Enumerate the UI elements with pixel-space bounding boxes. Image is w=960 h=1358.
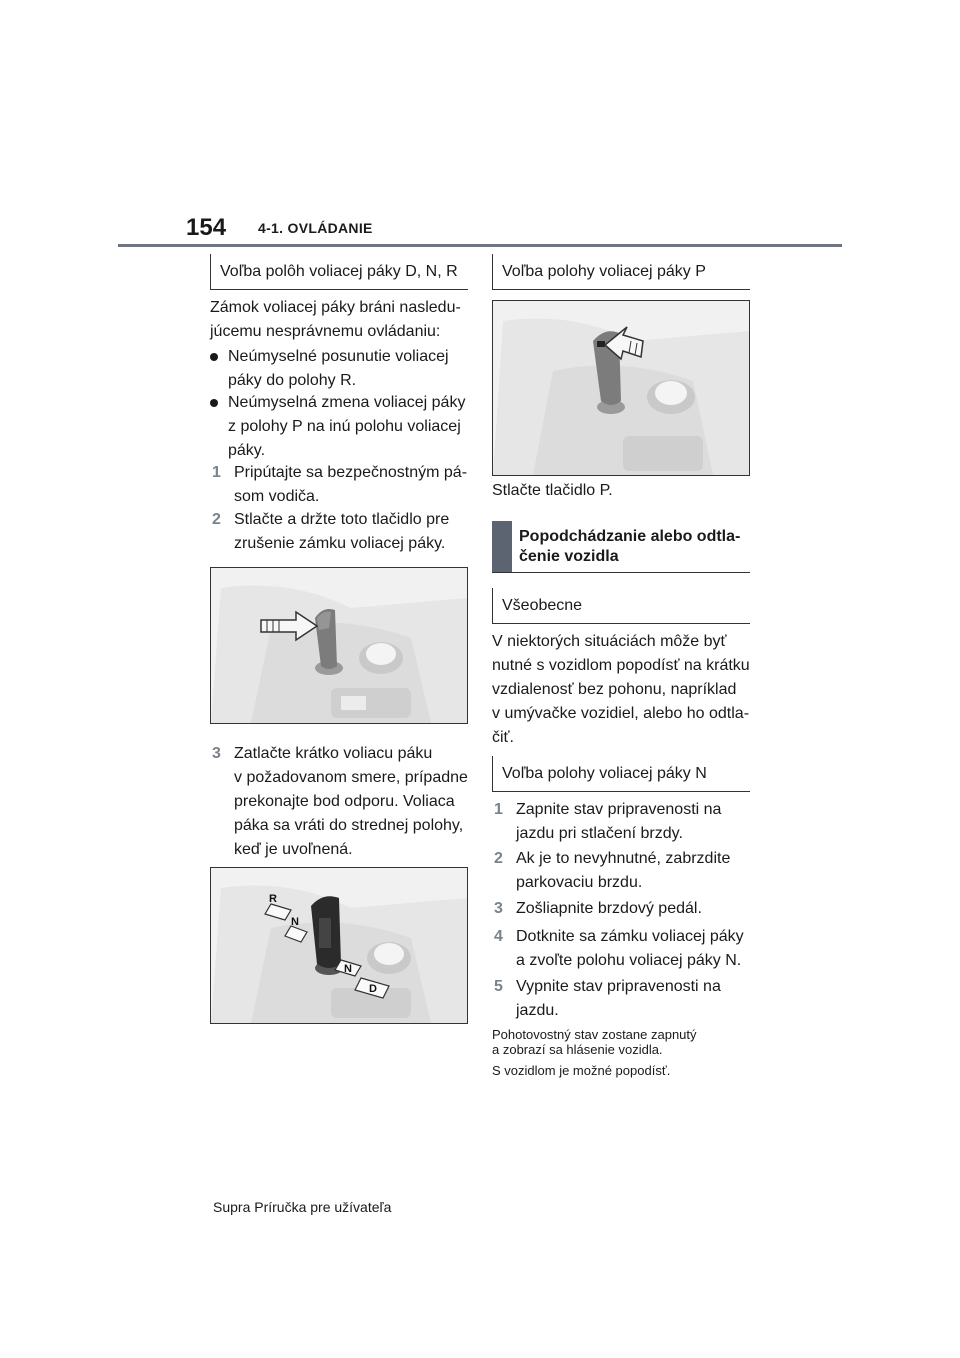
n-step-2-line-2: parkovaciu brzdu. xyxy=(516,874,643,891)
step-number: 1 xyxy=(212,464,221,481)
heading-towing-text xyxy=(519,527,740,567)
step-item xyxy=(494,925,744,973)
bullet-2-line-3: páky. xyxy=(228,442,266,459)
step-3-line-5: keď je uvoľnená. xyxy=(234,841,353,858)
intro-line-1: Zámok voliacej páky bráni nasledu- xyxy=(210,299,461,316)
n-step-3-line-1: Zošliapnite brzdový pedál. xyxy=(516,900,702,917)
note-roll: S vozidlom je možné popodísť. xyxy=(492,1063,671,1078)
bullet-dot xyxy=(210,353,218,361)
step-3-line-4: páka sa vráti do strednej polohy, xyxy=(234,817,464,834)
direction-label-d: D xyxy=(369,983,377,995)
step-number: 3 xyxy=(212,745,221,762)
step-1-line-2: som vodiča. xyxy=(234,488,320,505)
heading-select-dnr-text: Voľba polôh voliacej páky D, N, R xyxy=(220,262,458,280)
intro-paragraph xyxy=(210,296,461,344)
step-3-line-2: v požadovanom smere, prípadne xyxy=(234,769,468,786)
direction-label-n-up: N xyxy=(291,916,299,928)
gear-selector-illustration xyxy=(211,568,467,723)
step-2-line-1: Stlačte a držte toto tlačidlo pre xyxy=(234,511,450,528)
heading-towing xyxy=(492,521,750,573)
heading-select-p xyxy=(492,254,750,290)
bullet-1-line-2: páky do polohy R. xyxy=(228,372,357,389)
intro-line-2: júcemu nesprávnemu ovládaniu: xyxy=(210,323,441,340)
step-number: 1 xyxy=(494,801,503,818)
figure-p-button xyxy=(492,300,750,476)
bullet-item xyxy=(210,345,449,393)
footer-text: Supra Príručka pre užívateľa xyxy=(213,1199,392,1215)
step-number: 4 xyxy=(494,928,503,945)
step-1-line-1: Pripútajte sa bezpečnostným pá- xyxy=(234,464,468,481)
n-step-5-line-2: jazdu. xyxy=(516,1002,559,1019)
gear-directions-illustration xyxy=(211,868,467,1023)
bullet-dot xyxy=(210,399,218,407)
step-item xyxy=(494,798,721,846)
heading-select-n xyxy=(492,756,750,792)
note-standby-line-1: Pohotovostný stav zostane zapnutý xyxy=(492,1027,697,1042)
step-item xyxy=(212,742,468,862)
step-3-line-3: prekonajte bod odporu. Voliaca xyxy=(234,793,455,810)
step-item xyxy=(212,508,449,556)
heading-select-p-text: Voľba polohy voliacej páky P xyxy=(502,262,706,280)
bullet-item xyxy=(210,391,465,463)
n-step-1-line-1: Zapnite stav pripravenosti na xyxy=(516,801,722,818)
step-number: 3 xyxy=(494,900,503,917)
step-2-line-2: zrušenie zámku voliacej páky. xyxy=(234,535,446,552)
heading-general xyxy=(492,588,750,624)
n-step-4-line-1: Dotknite sa zámku voliacej páky xyxy=(516,928,744,945)
general-paragraph xyxy=(492,630,750,750)
heading-select-n-text: Voľba polohy voliacej páky N xyxy=(502,764,707,782)
step-item xyxy=(494,975,721,1023)
bullet-1-line-1: Neúmyselné posunutie voliacej xyxy=(228,348,449,365)
general-line: nutné s vozidlom popodísť na krátku xyxy=(492,657,750,674)
n-step-1-line-2: jazdu pri stlačení brzdy. xyxy=(516,825,683,842)
p-button-illustration xyxy=(493,301,749,475)
n-step-4-line-2: a zvoľte polohu voliacej páky N. xyxy=(516,952,742,969)
heading-towing-line-2: čenie vozidla xyxy=(519,548,619,565)
direction-label-n-down: N xyxy=(344,963,352,975)
heading-general-text: Všeobecne xyxy=(502,596,583,614)
step-3-line-1: Zatlačte krátko voliacu páku xyxy=(234,745,433,762)
n-step-5-line-1: Vypnite stav pripravenosti na xyxy=(516,978,721,995)
general-line: čiť. xyxy=(492,729,514,746)
general-line: v umývačke vozidiel, alebo ho odtla- xyxy=(492,705,750,722)
heading-bar xyxy=(492,521,512,572)
general-line: vzdialenosť bez pohonu, napríklad xyxy=(492,681,737,698)
header-rule xyxy=(118,244,842,247)
caption-p: Stlačte tlačidlo P. xyxy=(492,482,613,499)
step-item xyxy=(494,897,702,921)
note-standby-line-2: a zobrazí sa hlásenie vozidla. xyxy=(492,1042,663,1057)
direction-label-r: R xyxy=(269,893,277,905)
bullet-2-line-2: z polohy P na inú polohu voliacej xyxy=(228,418,461,435)
n-step-2-line-1: Ak je to nevyhnutné, zabrzdite xyxy=(516,850,731,867)
step-number: 2 xyxy=(494,850,503,867)
page-number: 154 xyxy=(186,214,227,241)
step-item xyxy=(494,847,730,895)
note-standby xyxy=(492,1027,697,1057)
general-line: V niektorých situáciách môže byť xyxy=(492,633,727,650)
step-number: 2 xyxy=(212,511,221,528)
step-item xyxy=(212,461,467,509)
heading-towing-line-1: Popodchádzanie alebo odtla- xyxy=(519,528,741,545)
step-number: 5 xyxy=(494,978,503,995)
figure-unlock-button xyxy=(210,567,468,724)
section-title: 4-1. OVLÁDANIE xyxy=(258,220,373,236)
figure-select-directions xyxy=(210,867,468,1024)
heading-select-dnr xyxy=(210,254,468,290)
bullet-2-line-1: Neúmyselná zmena voliacej páky xyxy=(228,394,466,411)
